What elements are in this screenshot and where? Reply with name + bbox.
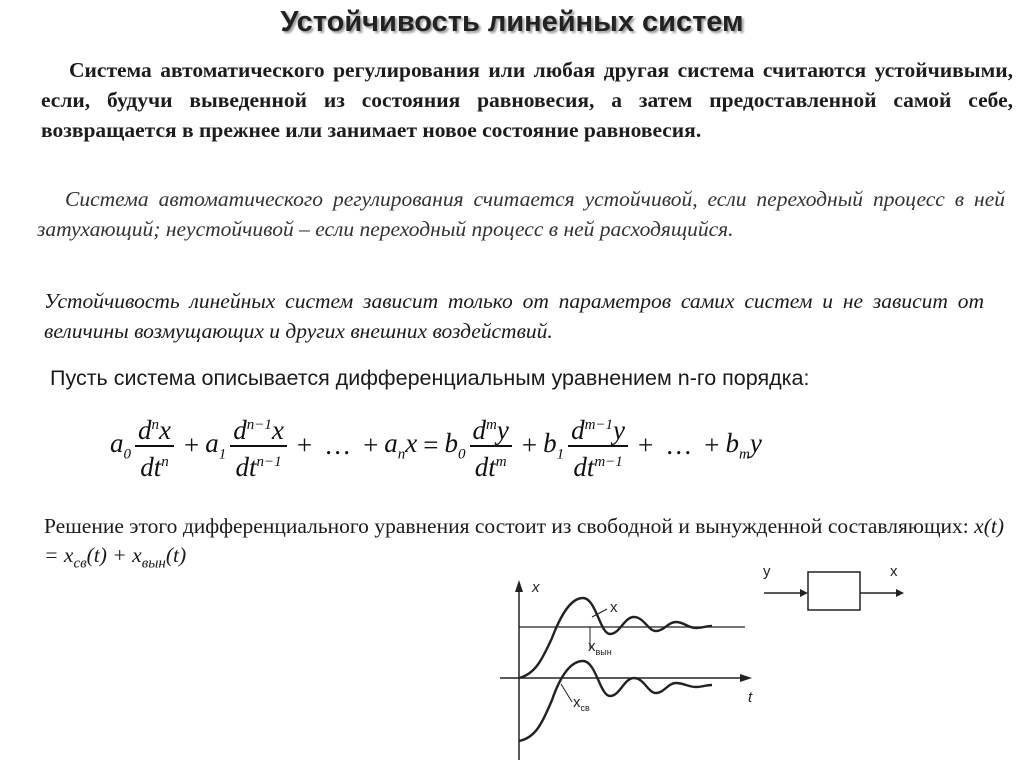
fraction-dmy: $\frac{d^my}{dt^m}$: [470, 410, 512, 482]
free-component-curve: [519, 661, 712, 741]
transient-graph: [490, 572, 770, 764]
definition-text: Система автоматического регулирования или любая другая система считаются устойчивыми, если, будучи выведенной из состояния равновесия, а затем предоставленной самой себе, возвращается в прежнее или занимает новое состояние равновесия.: [41, 58, 1013, 142]
definition-paragraph: [41, 55, 1013, 145]
free-label: $x_{св}$: [573, 694, 590, 713]
coef-a1: $a_1$: [205, 428, 227, 463]
coef-a0: $a_0$: [110, 428, 131, 463]
transient-paragraph: [37, 184, 1005, 244]
solution-text: Решение этого дифференциального уравнения состоит из свободной и вынужденной составляющих:: [44, 514, 969, 538]
input-label: у: [763, 563, 771, 580]
coef-b1: $b_1$: [543, 428, 565, 463]
y-axis-arrow: [515, 580, 523, 592]
solution-formula: $x(t) = x_{св}(t) + x_{вын}(t)$: [44, 514, 1005, 572]
coef-bm: $b_my$: [725, 428, 762, 463]
differential-equation: $a_0$ $\frac{d^nx}{dt^n}$ + $a_1$ $\frac{d^{n-1}x}{dt^{n-1}}$ + … + $a_nx$ = $b_0$ $\frac{d^my}{dt^m}$ + $b_1$ $\frac{d^{m-1}y}{dt^{m-1}}$ + … + $b_my$: [110, 410, 762, 482]
coef-an: $a_nx$: [384, 428, 418, 463]
forced-label: $x_{вын}$: [588, 638, 612, 657]
coef-b0: $b_0$: [444, 428, 466, 463]
slide-title: Устойчивость линейных систем: [280, 6, 744, 38]
fraction-dnx: $\frac{d^nx}{dt^n}$: [135, 410, 174, 482]
curve-x-label: x: [610, 599, 618, 616]
fraction-dn1x: $\frac{d^{n-1}x}{dt^{n-1}}$: [230, 410, 287, 482]
output-arrow: [896, 589, 904, 597]
output-label: х: [890, 563, 898, 580]
block-diagram: [760, 558, 920, 618]
dependence-paragraph: Устойчивость линейных систем зависит только от параметров самих систем и не зависит от величины возмущающих и других внешних воздействий.: [44, 289, 984, 343]
input-arrow: [800, 589, 808, 597]
free-label-leader: [561, 684, 572, 702]
t-axis-label: t: [748, 689, 753, 706]
t-axis-arrow: [740, 674, 752, 682]
equation-intro: Пусть система описывается дифференциальным уравнением n-го порядка:: [50, 366, 810, 390]
system-block: [808, 572, 860, 610]
fraction-dm1y: $\frac{d^{m-1}y}{dt^{m-1}}$: [568, 410, 628, 482]
transient-text: Система автоматического регулирования считается устойчивой, если переходный процесс в ней затухающий; неустойчивой – если переходный процесс в ней расходящийся.: [37, 187, 1005, 241]
y-axis-label: x: [532, 579, 540, 596]
